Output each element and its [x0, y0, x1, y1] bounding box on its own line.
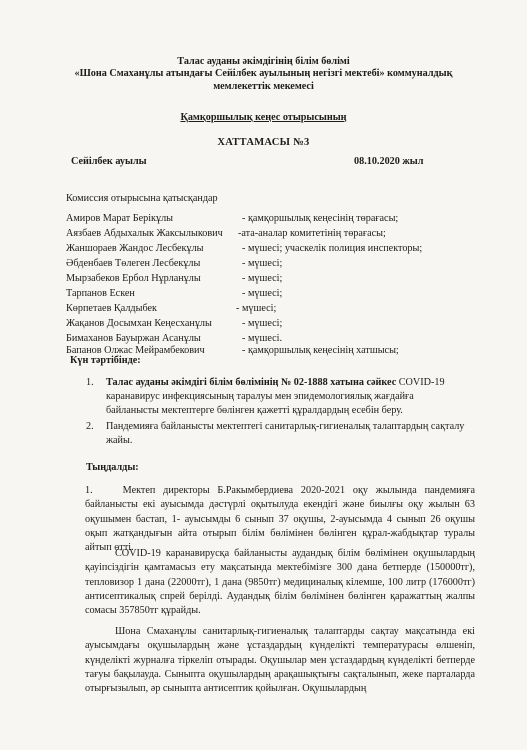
- member-role: - мүшесі;: [242, 288, 283, 299]
- header-line-3: мемлекеттік мекемесі: [213, 81, 314, 92]
- agenda-heading: Күн тәртібінде:: [70, 355, 141, 366]
- member-name: Бапанов Олжас Мейрамбекович: [66, 345, 205, 356]
- paragraph-text: Шона Смаханұлы санитарлық-гигиеналық талаптарды сақтау мақсатында екі ауысымдағы оқушылардың және ұстаздардың күнделікті температурасы өлшеніп, күнделікті журналға тіркеліп отырады. Оқушылар мен ұстаздардың күнделікті бетперде тағуы бақылауда. Сыныпта оқушылардың арақашықтығы сақталынып, жеке парталарда отырғызылып, әр сыныпта антисептик қойылған. Оқушылардың: [85, 626, 475, 695]
- paragraph-text: Мектеп директоры Б.Ракымбердиева 2020-2021 оқу жылында пандемияға байланысты екі ауысымда дәстүрлі оқытылуда екендігі және биылғы оқу жылын 63 оқушымен бастап, 1- ауысымды 6 сынып 37 оқушы, 2-ауысымда 4 сынып 26 оқушы оқып жатқандығын айта отырып білім бөлімінен бөлінген құрал-жабдықтар туралы айтып өтті.: [85, 485, 475, 554]
- paragraph-number: 1.: [85, 485, 93, 496]
- member-row: [66, 287, 506, 300]
- member-name: Тарпанов Ескен: [66, 288, 135, 299]
- header-line-1: Талас ауданы әкімдігінің білім бөлімі: [177, 56, 350, 67]
- member-role: - мүшесі.: [242, 333, 282, 344]
- heard-paragraph-2: [85, 547, 475, 618]
- member-name: Жаншораев Жандос Лесбекұлы: [66, 243, 204, 254]
- member-name: Амиров Марат Берікұлы: [66, 213, 173, 224]
- session-title: Қамқоршылық кеңес отырысының: [180, 112, 347, 123]
- place-label: Сейілбек ауылы: [71, 156, 147, 167]
- heard-paragraph-1: [85, 484, 475, 555]
- agenda-item-number: 2.: [86, 421, 94, 432]
- member-row: [66, 317, 506, 330]
- member-name: Бимаханов Бауыржан Асанұлы: [66, 333, 201, 344]
- commission-heading: Комиссия отырысына қатысқандар: [66, 193, 218, 204]
- member-role: - мүшесі; учаскелік полиция инспекторы;: [242, 243, 423, 254]
- member-role: - мүшесі;: [242, 318, 283, 329]
- agenda-item-bold: Талас ауданы әкімдігі білім бөлімінің № 02-1888 хатына сәйкес: [106, 377, 397, 388]
- member-row: [66, 227, 506, 240]
- member-role: - мүшесі;: [242, 273, 283, 284]
- date-label: 08.10.2020 жыл: [354, 156, 424, 167]
- heard-heading: Тыңдалды:: [86, 462, 139, 473]
- member-name: Әбденбаев Төлеген Лесбекұлы: [66, 258, 201, 269]
- member-name: Аязбаев Абдыхалык Жаксылыкович: [66, 228, 223, 239]
- member-name: Мырзабеков Ербол Нұрланұлы: [66, 273, 201, 284]
- document-title: ХАТТАМАСЫ №3: [217, 137, 310, 148]
- agenda-item: [86, 420, 466, 448]
- member-role: -ата-аналар комитетінің төрағасы;: [238, 228, 386, 239]
- member-role: - қамқоршылық кеңесінің төрағасы;: [242, 213, 399, 224]
- member-role: - қамқоршылық кеңесінің хатшысы;: [242, 345, 399, 356]
- header-line-2: «Шона Смаханұлы атындағы Сейілбек ауылының негізгі мектебі» коммуналдық: [74, 68, 453, 79]
- member-row: [66, 272, 506, 285]
- member-role: - мүшесі;: [242, 258, 283, 269]
- agenda-item-text: COVID-19 каранавирус инфекциясының таралуы мен эпидемологиялық жағдайға байланысты мектептерге бөлінген қажетті құралдардың есебін беру.: [106, 377, 445, 416]
- member-name: Жақанов Досымхан Кеңесханұлы: [66, 318, 212, 329]
- agenda-item-text: Пандемияға байланысты мектептегі санитарлық-гигиеналық талаптардың сақталу жайы.: [106, 421, 465, 446]
- member-row: [66, 242, 506, 255]
- heard-paragraph-3: [85, 625, 475, 696]
- paragraph-text: COVID-19 каранавирусқа байланысты аудандық білім бөлімінен оқушылардың қауіпсіздігін қамтамасыз ету мақсатында мектебімізге 300 дана бетперде (150000тг), тепловизор 1 дана (22000тг), 1 дана (9850тг) медициналық кілемше, 100 литр (176000тг) антисептикалық спрей берілді. Аудандық білім бөлімінен бөлінген қаражаттың жалпы сомасы 357850тг құрайды.: [85, 548, 475, 617]
- member-row: [66, 257, 506, 270]
- member-role: - мүшесі;: [236, 303, 277, 314]
- member-row: [66, 212, 506, 225]
- agenda-item-number: 1.: [86, 377, 94, 388]
- member-name: Көрпетаев Қалдыбек: [66, 303, 157, 314]
- member-row: [66, 302, 506, 315]
